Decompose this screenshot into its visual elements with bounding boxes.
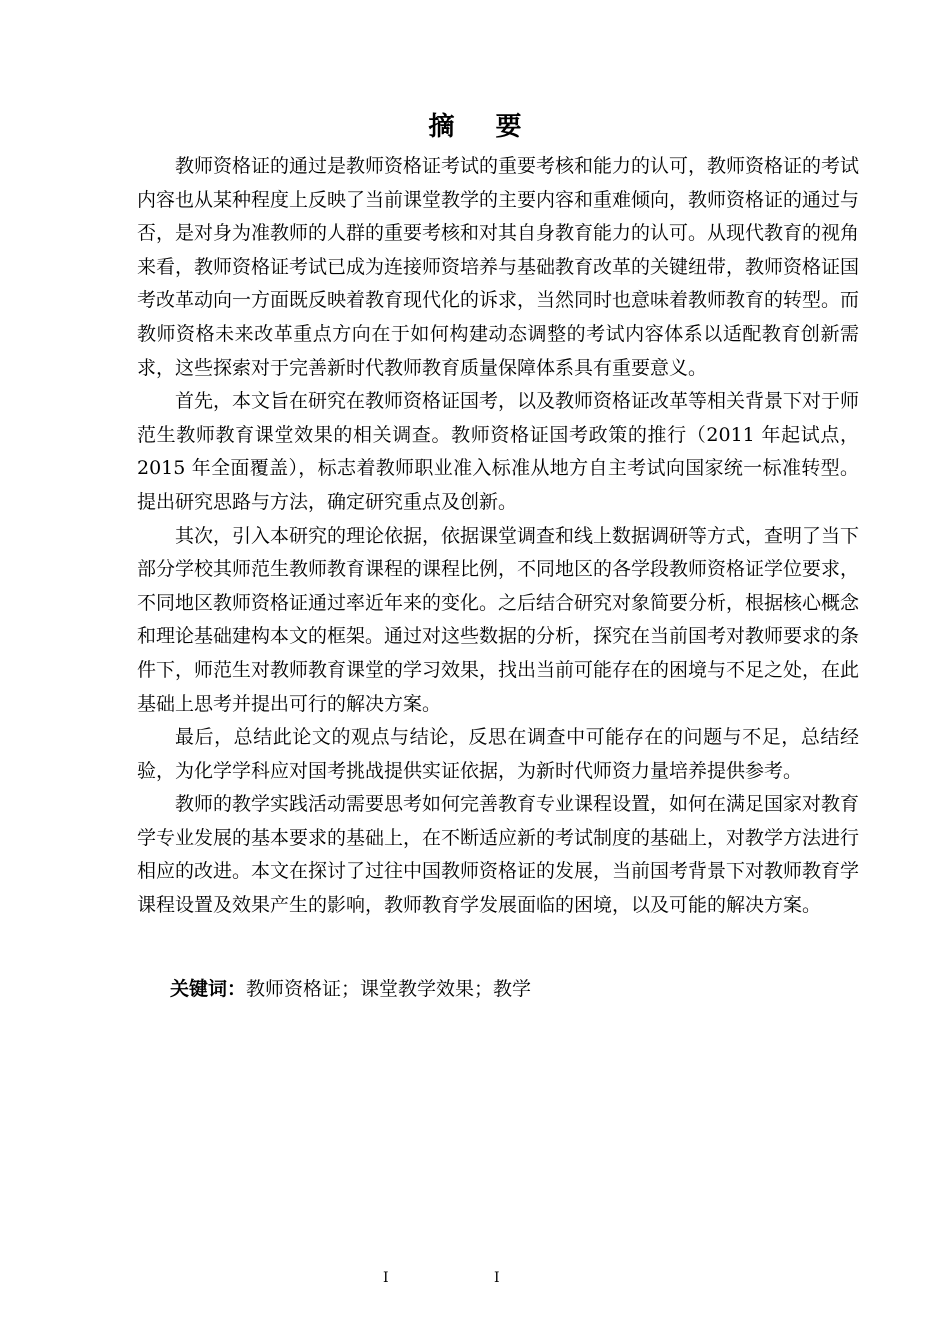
page-footer	[0, 1268, 950, 1288]
abstract-paragraph-1: 教师资格证的通过是教师资格证考试的重要考核和能力的认可，教师资格证的考试内容也从某种程度上反映了当前课堂教学的主要内容和重难倾向，教师资格证的通过与否，是对身为准教师的人群的重要考核和对其自身教育能力的认可。从现代教育的视角来看，教师资格证考试已成为连接师资培养与基础教育改革的关键纽带，教师资格证国考改革动向一方面既反映着教育现代化的诉求，当然同时也意味着教师教育的转型。而教师资格未来改革重点方向在于如何构建动态调整的考试内容体系以适配教育创新需求，这些探索对于完善新时代教师教育质量保障体系具有重要意义。	[137, 155, 860, 379]
abstract-body	[137, 150, 859, 923]
abstract-paragraph-5: 教师的教学实践活动需要思考如何完善教育专业课程设置，如何在满足国家对教育学专业发展的基本要求的基础上，在不断适应新的考试制度的基础上，对教学方法进行相应的改进。本文在探讨了过往中国教师资格证的发展，当前国考背景下对教师教育学课程设置及效果产生的影响，教师教育学发展面临的困境，以及可能的解决方案。	[137, 793, 860, 917]
page-number-left: I	[383, 1270, 389, 1286]
keywords-label: 关键词：	[170, 978, 247, 1000]
abstract-paragraph-4: 最后，总结此论文的观点与结论，反思在调查中可能存在的问题与不足，总结经验，为化学学科应对国考挑战提供实证依据，为新时代师资力量培养提供参考。	[137, 726, 859, 782]
abstract-paragraph-2: 首先，本文旨在研究在教师资格证国考，以及教师资格证改革等相关背景下对于师范生教师教育课堂效果的相关调查。教师资格证国考政策的推行（2011 年起试点，2015 年全面覆盖），标志着教师职业准入标准从地方自主考试向国家统一标准转型。提出研究思路与方法，确定研究重点及创新。	[137, 390, 860, 513]
keywords-text: 教师资格证；课堂教学效果；教学	[246, 978, 532, 1000]
page-number-right: I	[494, 1270, 500, 1286]
abstract-paragraph-3: 其次，引入本研究的理论依据，依据课堂调查和线上数据调研等方式，查明了当下部分学校其师范生教师教育课程的课程比例，不同地区的各学段教师资格证学位要求，不同地区教师资格证通过率近年来的变化。之后结合研究对象简要分析，根据核心概念和理论基础建构本文的框架。通过对这些数据的分析，探究在当前国考对教师要求的条件下，师范生对教师教育课堂的学习效果，找出当前可能存在的困境与不足之处，在此基础上思考并提出可行的解决方案。	[137, 524, 860, 715]
abstract-title: 摘 要	[428, 112, 538, 142]
keywords-line	[170, 973, 870, 1006]
